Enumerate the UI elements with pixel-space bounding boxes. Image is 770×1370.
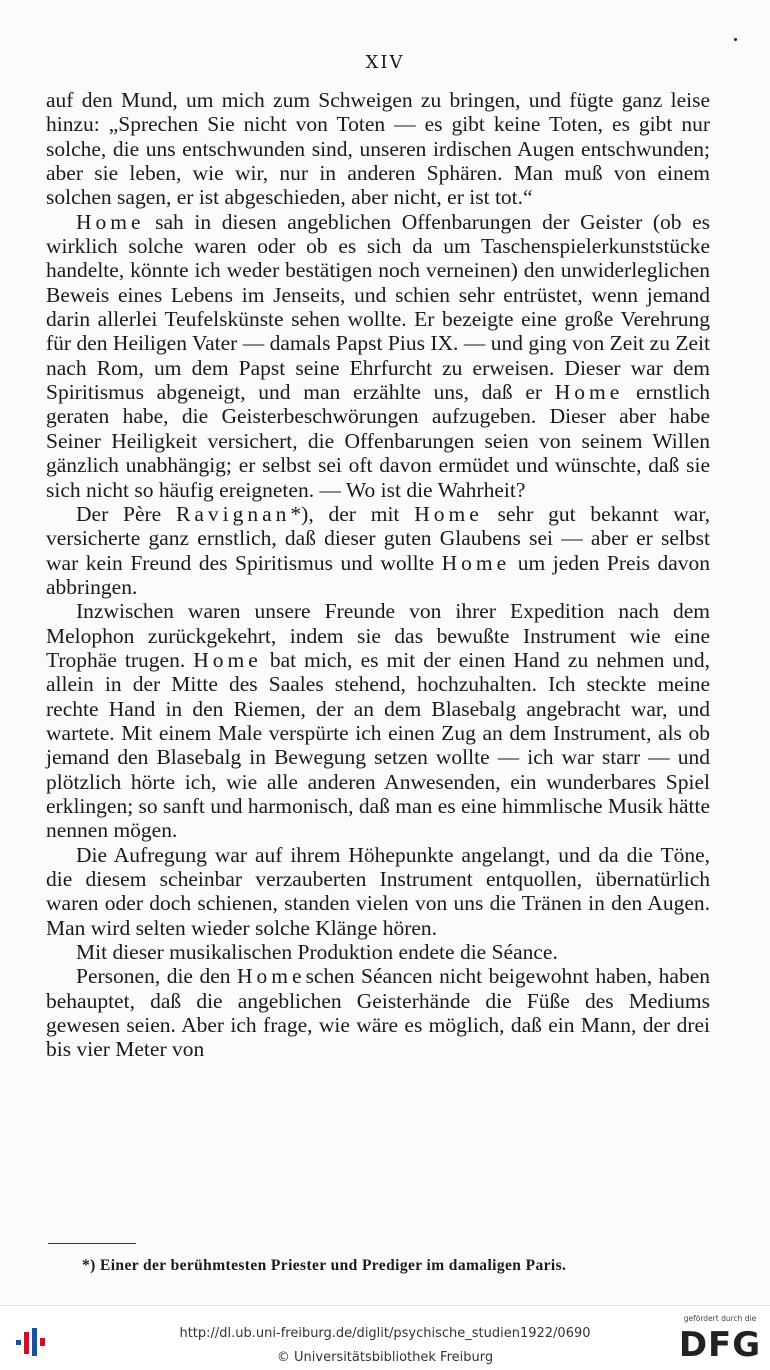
text-run: Die Aufregung war auf ihrem Höhepunkte angelangt, und da die Töne, die diesem scheinbar verzauberten Instrument entquollen, übernatürlich waren oder doch schienen, standen vielen von uns die Tränen in den Augen. Man wird selten wieder solche Klänge hören. [46, 842, 710, 940]
text-run: um jeden Preis davon abbringen. [46, 550, 710, 599]
body-paragraph [46, 210, 710, 502]
spaced-name: Home [414, 501, 483, 526]
text-run: Mit dieser musikalischen Produktion endete die Séance. [76, 940, 558, 965]
text-run: ernstlich geraten habe, die Geisterbeschwörungen aufzugeben. Dieser aber habe Seiner Heiligkeit versichert, die Offenbarungen seien von seinem Willen gänzlich unabhängig; er selbst sei oft davon ermüdet und wünschte, daß sie sich nicht so häufig ereigneten. — Wo ist die Wahrheit? [46, 380, 710, 502]
viewer-footer [0, 1305, 770, 1370]
body-paragraph [46, 964, 710, 1061]
scan-speck [734, 38, 737, 41]
text-run: Inzwischen waren unsere Freunde von ihrer Expedition nach dem Melophon zurückgekehrt, indem sie das bewußte Instrument wie eine Trophäe trugen. [46, 599, 710, 672]
text-run: Der Père [76, 501, 177, 526]
footnote: *) Einer der berühmtesten Priester und Prediger im damaligen Paris. [82, 1257, 567, 1274]
spaced-name: Home [237, 964, 306, 989]
footnote-divider [48, 1243, 136, 1244]
dfg-logo-icon [678, 1314, 762, 1366]
text-run: schen Séancen nicht beigewohnt haben, haben behauptet, daß die angeblichen Geisterhände die Füße des Mediums gewesen seien. Aber ich frage, wie wäre es möglich, daß ein Mann, der drei bis vier Meter von [46, 964, 710, 1062]
permalink-url[interactable]: http://dl.ub.uni-freiburg.de/diglit/psychische_studien1922/0690 [179, 1326, 591, 1341]
body-text [46, 88, 710, 1062]
text-run: Personen, die den [76, 964, 238, 989]
spaced-name: Home [76, 209, 145, 234]
body-paragraph [46, 599, 710, 842]
body-paragraph [46, 940, 710, 964]
spaced-name: Ravignan [176, 501, 291, 526]
copyright-notice: © Universitätsbibliothek Freiburg [276, 1350, 494, 1365]
text-run: *), der mit [290, 501, 415, 526]
spaced-name: Home [554, 380, 624, 405]
dfg-caption: gefördert durch die [683, 1314, 757, 1323]
spaced-name: Home [441, 550, 511, 575]
text-run: auf den Mund, um mich zum Schweigen zu bringen, und fügte ganz leise hinzu: „Sprechen Sie nicht von Toten — es gibt keine Toten, es gibt nur solche, die uns entschwunden sind, unseren irdischen Augen entschwunden; aber sie leben, wie wir, nur in anderen Sphären. Man muß von einem solchen sagen, er ist abgeschieden, aber nicht, er ist tot.“ [46, 88, 710, 210]
dfg-mark: DFG [678, 1325, 762, 1365]
body-paragraph [46, 843, 710, 940]
body-paragraph [46, 88, 710, 210]
page-number: XIV [365, 52, 405, 73]
text-run: sehr gut bekannt war, versicherte ganz ernstlich, daß dieser guten Glaubens sei — aber er selbst war kein Freund des Spiritismus und wollte [46, 501, 710, 575]
text-run: sah in diesen angeblichen Offenbarungen der Geister (ob es wirklich solche waren oder ob es sich da um Taschenspielerkunststücke handelte, könnte ich weder bestätigen noch verneinen) den unwiderleglichen Beweis eines Lebens im Jenseits, und schien sehr entrüstet, wenn jemand darin allerlei Teufelskünste sehen wollte. Er bezeigte eine große Verehrung für den Heiligen Vater — damals Papst Pius IX. — und ging von Zeit zu Zeit nach Rom, um dem Papst seine Ehrfurcht zu erweisen. Dieser war dem Spiritismus abgeneigt, und man erzählte uns, daß er [46, 209, 710, 405]
text-run: bat mich, es mit der einen Hand zu nehmen und, allein in der Mitte des Saales stehend, hochzuhalten. Ich steckte meine rechte Hand in den Riemen, der an dem Blasebalg angebracht war, und wartete. Mit einem Male verspürte ich einen Zug an dem Instrument, als ob jemand den Blasebalg in Bewegung setzen wollte — ich war starr — und plötzlich hörte ich, wie alle anderen Anwesenden, ein wunderbares Spiel erklingen; so sanft und harmonisch, daß man es eine himmlische Musik hätte nennen mögen. [46, 647, 710, 843]
spaced-name: Home [193, 647, 262, 672]
body-paragraph [46, 502, 710, 599]
